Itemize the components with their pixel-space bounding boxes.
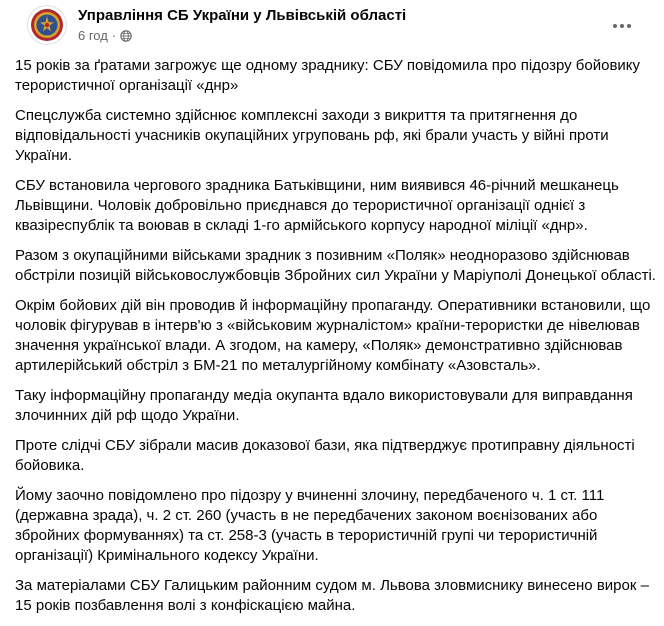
post-paragraph: СБУ встановила чергового зрадника Батьківщини, ним виявився 46-річний мешканець Львівщини. Чоловік добровільно приєднався до терористичної організації однієї з квазіреспублік та воював в складі 1-го армійського корпусу народної міліції «днр». [15, 177, 619, 234]
sbu-emblem-icon [28, 6, 66, 44]
post-paragraph: За матеріалами СБУ Галицьким районним судом м. Львова зловмиснику винесено вирок – 15 років позбавлення волі з конфіскацією майна. [15, 577, 649, 614]
post-paragraph: Окрім бойових дій він проводив й інформаційну пропаганду. Оперативники встановили, що чоловік фігурував в інтерв'ю з «військовим журналістом» країни-терористки де нівелював значення української влади. А згодом, на камеру, «Поляк» демонстративно здійснював артилерійський обстріл з БМ-21 по металургійному комбінату «Азовсталь». [15, 297, 651, 374]
post-paragraph: Спецслужба системно здійснює комплексні заходи з викриття та притягнення до відповідальності учасників окупаційних угруповань рф, які брали участь у війні проти України. [15, 107, 609, 164]
post-paragraph: Йому заочно повідомлено про підозру у вчиненні злочину, передбаченого ч. 1 ст. 111 (державна зрада), ч. 2 ст. 260 (участь в не передбачених законом воєнізованих або збройних формуваннях) та ст. 258-3 (участь в терористичній групі чи терористичній організації) Кримінального кодексу України. [15, 487, 605, 564]
post-paragraph: 15 років за ґратами загрожує ще одному зраднику: СБУ повідомила про підозру бойовику терористичної організації «днр» [15, 57, 641, 94]
post-paragraph: Таку інформаційну пропаганду медіа окупанта вдало використовували для виправдання злочинних дій рф щодо України. [15, 387, 633, 424]
post-text [15, 56, 656, 626]
post-header [16, 0, 648, 52]
more-options-button[interactable] [604, 8, 640, 44]
post-paragraph: Проте слідчі СБУ зібрали масив доказової бази, яка підтверджує протиправну діяльності бойовика. [15, 437, 635, 474]
avatar[interactable] [27, 5, 67, 45]
meta-separator: · [111, 28, 117, 43]
post-meta [78, 28, 132, 43]
more-dots-icon [612, 23, 632, 29]
page-name[interactable]: Управління СБ України у Львівській області [78, 7, 407, 24]
post-timestamp[interactable]: 6 год [78, 28, 108, 43]
post-paragraph: Разом з окупаційними військами зрадник з позивним «Поляк» неодноразово здійснював обстріли позицій військовослужбовців Збройних сил України у Маріуполі Донецької області. [15, 247, 656, 284]
globe-icon[interactable] [120, 30, 132, 42]
